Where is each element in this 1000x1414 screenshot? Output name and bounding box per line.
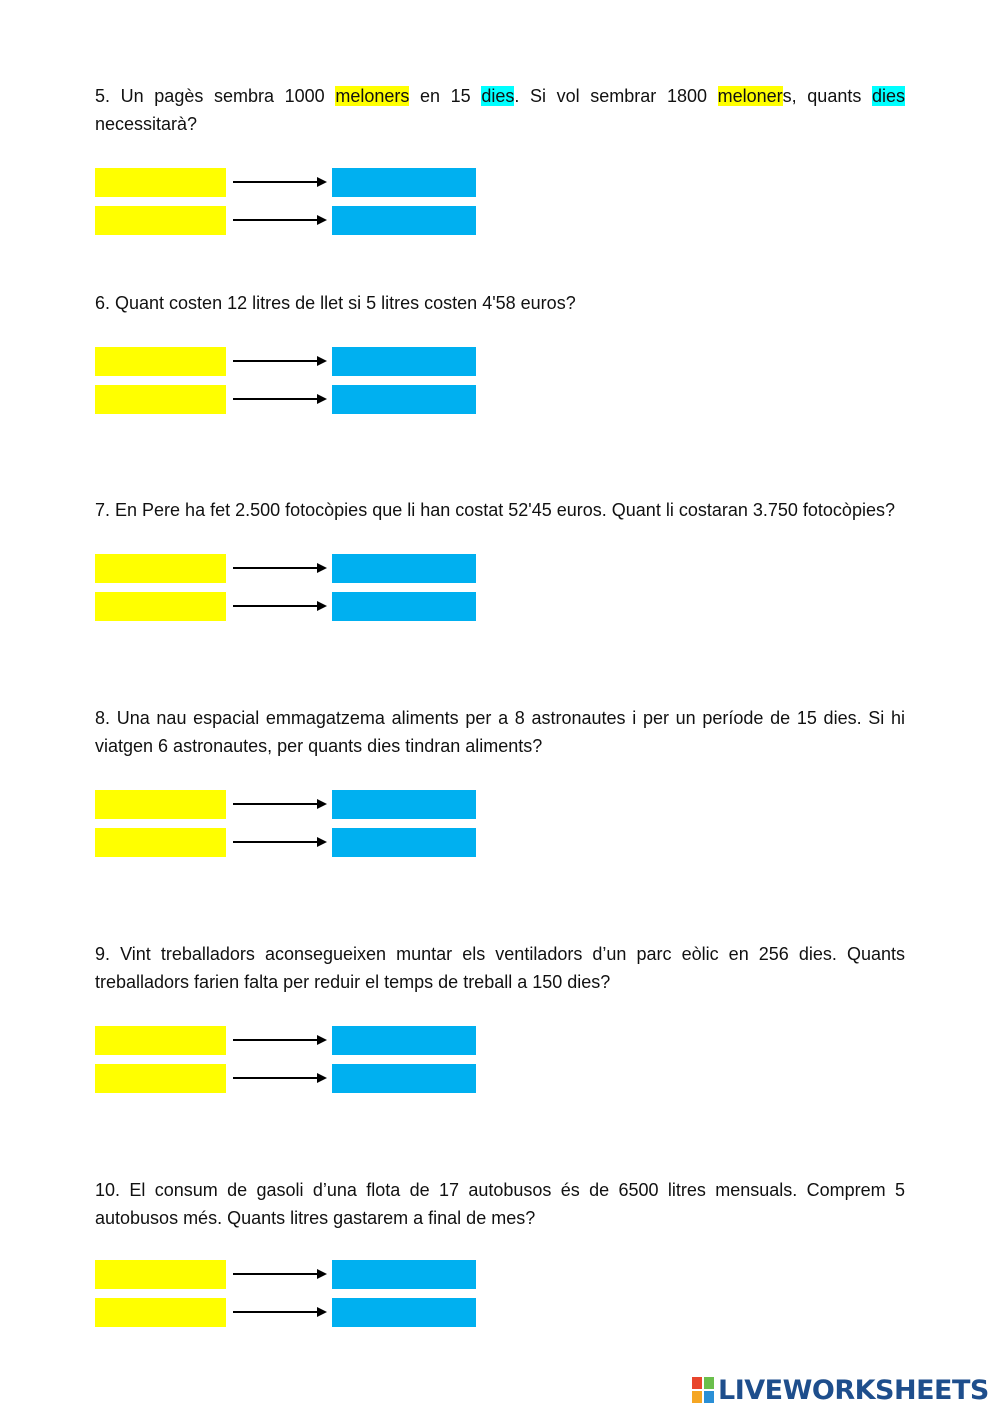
answer-grid — [95, 168, 476, 235]
answer-row-1 — [95, 347, 476, 376]
answer-row-2 — [95, 1298, 476, 1327]
right-arrow-icon — [233, 1035, 327, 1045]
highlight-yellow: meloners — [335, 86, 410, 106]
problem-6-question — [95, 289, 905, 317]
answer-box-left[interactable] — [95, 168, 226, 197]
answer-box-right[interactable] — [332, 1026, 476, 1055]
answer-row-2 — [95, 385, 476, 414]
answer-grid — [95, 1026, 476, 1093]
answer-box-right[interactable] — [332, 554, 476, 583]
question-segment: 7. En Pere ha fet 2.500 fotocòpies que li han costat 52'45 euros. Quant li costaran 3.750 fotocòpies? — [95, 500, 895, 520]
question-segment: 5. Un pagès sembra 1000 — [95, 86, 336, 106]
answer-box-left[interactable] — [95, 790, 226, 819]
question-segment: 10. El consum de gasoli d’una flota de 17 autobusos és de 6500 litres mensuals. Comprem 5 autobusos més. Quants litres gastarem a final de mes? — [95, 1180, 905, 1228]
right-arrow-icon — [233, 1073, 327, 1083]
question-segment: en 15 — [409, 86, 482, 106]
right-arrow-icon — [233, 215, 327, 225]
problem-9-question — [95, 940, 905, 996]
highlight-yellow: meloner — [717, 86, 783, 106]
problem-8-question — [95, 704, 905, 760]
question-segment: 6. Quant costen 12 litres de llet si 5 litres costen 4'58 euros? — [95, 293, 576, 313]
problem-9 — [95, 940, 905, 996]
answer-box-left[interactable] — [95, 1260, 226, 1289]
answer-box-right[interactable] — [332, 790, 476, 819]
answer-row-2 — [95, 1064, 476, 1093]
question-segment: s, quants — [782, 86, 872, 106]
liveworksheets-logo[interactable] — [692, 1373, 989, 1407]
answer-box-left[interactable] — [95, 1298, 226, 1327]
answer-box-right[interactable] — [332, 385, 476, 414]
answer-grid — [95, 554, 476, 621]
answer-box-left[interactable] — [95, 592, 226, 621]
right-arrow-icon — [233, 563, 327, 573]
answer-row-2 — [95, 206, 476, 235]
question-segment: . Si vol sembrar 1800 — [514, 86, 718, 106]
answer-row-2 — [95, 828, 476, 857]
answer-row-1 — [95, 1260, 476, 1289]
right-arrow-icon — [233, 177, 327, 187]
answer-box-right[interactable] — [332, 592, 476, 621]
right-arrow-icon — [233, 356, 327, 366]
question-segment: 8. Una nau espacial emmagatzema aliments per a 8 astronautes i per un període de 15 dies. Si hi viatgen 6 astronautes, per quants dies tindran aliments? — [95, 708, 905, 756]
answer-row-1 — [95, 790, 476, 819]
answer-box-left[interactable] — [95, 206, 226, 235]
question-segment: necessitarà? — [95, 114, 198, 134]
answer-grid — [95, 347, 476, 414]
answer-box-left[interactable] — [95, 1064, 226, 1093]
right-arrow-icon — [233, 1269, 327, 1279]
answer-box-right[interactable] — [332, 828, 476, 857]
answer-box-right[interactable] — [332, 347, 476, 376]
answer-grid — [95, 1260, 476, 1327]
answer-box-right[interactable] — [332, 206, 476, 235]
right-arrow-icon — [233, 837, 327, 847]
answer-row-1 — [95, 168, 476, 197]
answer-row-2 — [95, 592, 476, 621]
answer-row-1 — [95, 1026, 476, 1055]
right-arrow-icon — [233, 799, 327, 809]
answer-box-left[interactable] — [95, 385, 226, 414]
answer-box-left[interactable] — [95, 1026, 226, 1055]
problem-10 — [95, 1176, 905, 1232]
right-arrow-icon — [233, 394, 327, 404]
highlight-cyan: dies — [871, 86, 906, 106]
right-arrow-icon — [233, 1307, 327, 1317]
answer-box-left[interactable] — [95, 828, 226, 857]
answer-box-right[interactable] — [332, 1260, 476, 1289]
answer-row-1 — [95, 554, 476, 583]
logo-text: LIVEWORKSHEETS — [718, 1374, 989, 1406]
problem-5-question — [95, 82, 905, 138]
problem-10-question — [95, 1176, 905, 1232]
problem-6 — [95, 289, 905, 317]
answer-box-right[interactable] — [332, 1064, 476, 1093]
problem-5 — [95, 82, 905, 138]
answer-box-left[interactable] — [95, 554, 226, 583]
question-segment: 9. Vint treballadors aconsegueixen muntar els ventiladors d’un parc eòlic en 256 dies. Quants treballadors farien falta per reduir el temps de treball a 150 dies? — [95, 944, 905, 992]
right-arrow-icon — [233, 601, 327, 611]
highlight-cyan: dies — [481, 86, 515, 106]
answer-box-right[interactable] — [332, 168, 476, 197]
problem-8 — [95, 704, 905, 760]
problem-7 — [95, 496, 905, 524]
liveworksheets-logo-icon — [692, 1377, 714, 1403]
answer-box-right[interactable] — [332, 1298, 476, 1327]
problem-7-question — [95, 496, 905, 524]
answer-box-left[interactable] — [95, 347, 226, 376]
answer-grid — [95, 790, 476, 857]
